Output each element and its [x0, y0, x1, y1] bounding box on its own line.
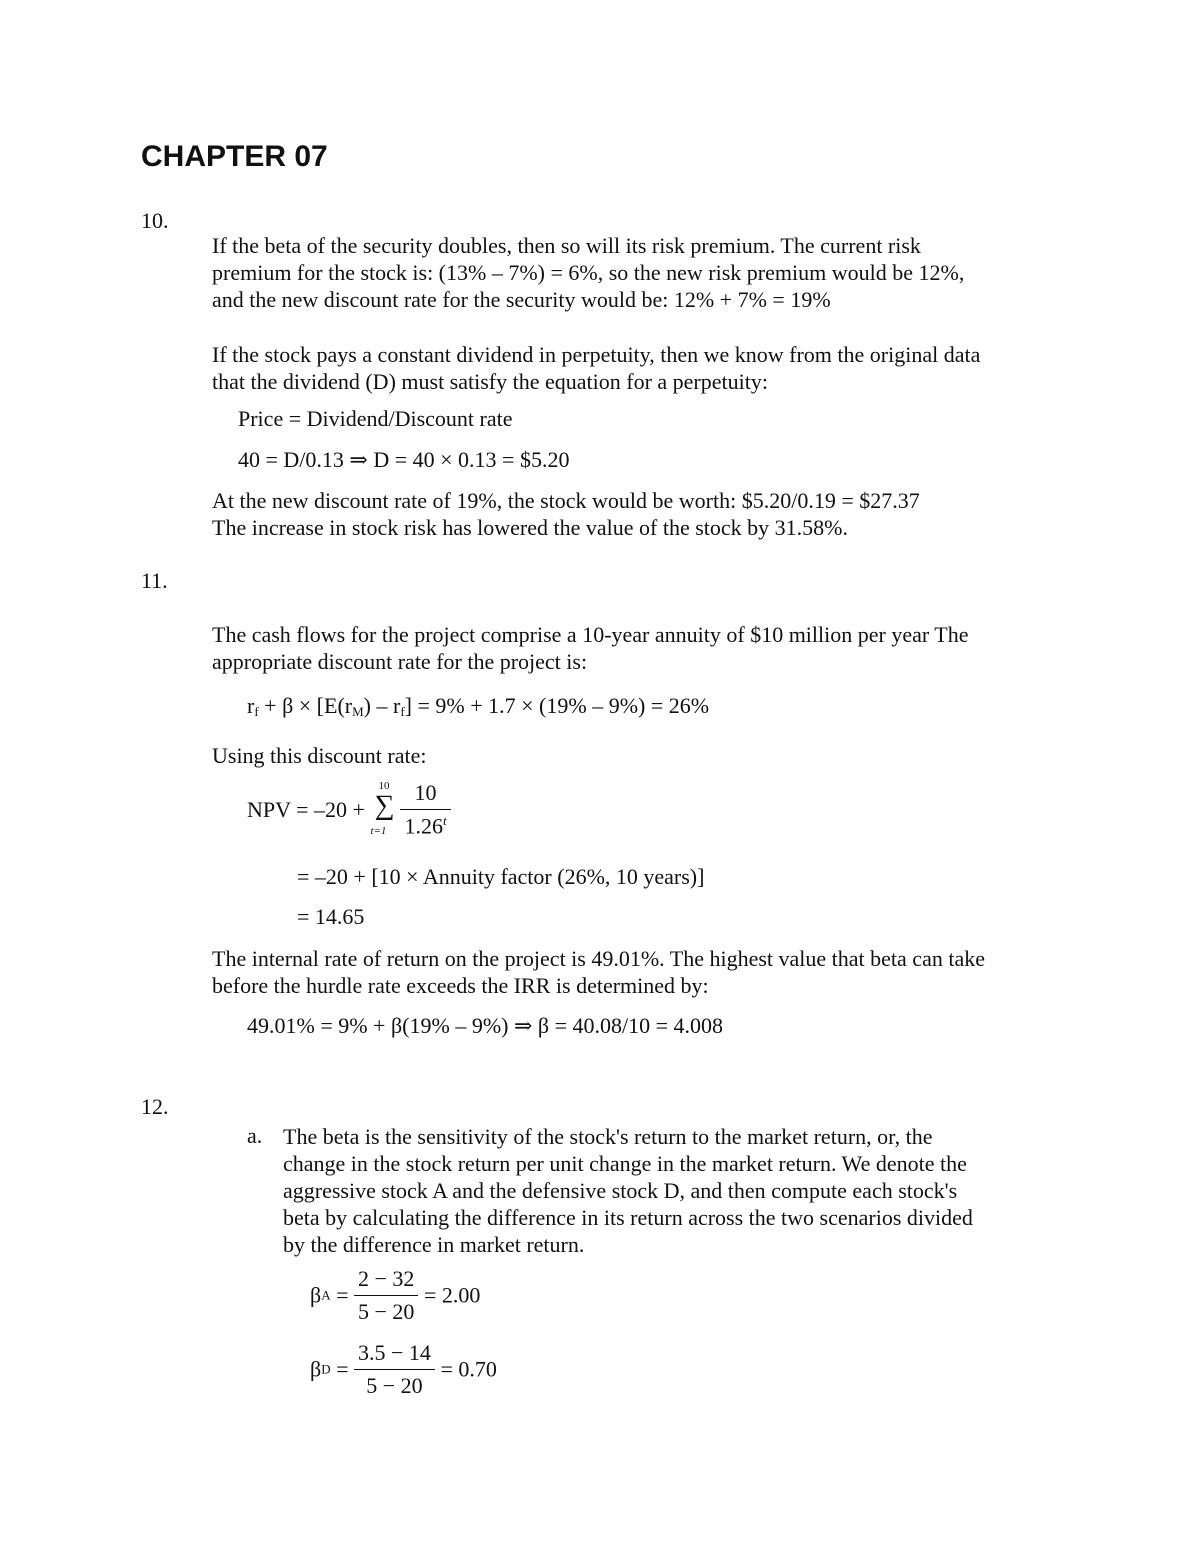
npv-lhs: NPV = –20 + [247, 797, 371, 822]
subscript-m: M [352, 704, 364, 719]
beta-a-result: = 2.00 [418, 1282, 481, 1308]
npv-fraction [400, 780, 450, 839]
npv-line-2: = –20 + [10 × Annuity factor (26%, 10 years)] [297, 864, 705, 889]
r-symbol: r [247, 693, 255, 718]
text-line: Using this discount rate: [212, 743, 427, 768]
text-line: beta by calculating the difference in its return across the two scenarios divided [283, 1205, 973, 1230]
subscript-a: A [321, 1287, 331, 1303]
r-symbol: r [393, 693, 401, 718]
beta-symbol: β [310, 1356, 322, 1382]
text-line: The beta is the sensitivity of the stock's return to the market return, or, the [283, 1124, 933, 1149]
denominator-exponent: t [442, 813, 447, 829]
p10-paragraph-1 [212, 232, 964, 313]
sum-lower-limit: t=1 [370, 825, 387, 837]
subscript-f: f [254, 704, 259, 719]
fraction-numerator: 2 − 32 [358, 1266, 415, 1291]
text-line: appropriate discount rate for the project is: [212, 649, 588, 674]
fraction-denominator [400, 809, 450, 839]
equals: = [330, 1356, 355, 1382]
problem-number-10: 10. [141, 208, 169, 233]
chapter-title: CHAPTER 07 [141, 140, 328, 173]
denominator-base: 1.26 [404, 813, 443, 839]
text-line: At the new discount rate of 19%, the stock would be worth: $5.20/0.19 = $27.37 [212, 488, 920, 513]
eq-part: + β × [E( [258, 693, 345, 718]
sum-symbol: ∑ [374, 790, 395, 821]
npv-equation [247, 780, 451, 840]
beta-d-fraction [354, 1340, 435, 1399]
beta-d-equation [310, 1340, 497, 1399]
text-line: that the dividend (D) must satisfy the equation for a perpetuity: [212, 369, 768, 394]
text-line: The internal rate of return on the project is 49.01%. The highest value that beta can take [212, 946, 985, 971]
equals: = [330, 1282, 355, 1308]
fraction-denominator: 5 − 20 [354, 1295, 418, 1325]
text-line: The cash flows for the project comprise a 10-year annuity of $10 million per year The [212, 622, 969, 647]
sum-upper-limit: 10 [378, 780, 390, 792]
p11-paragraph-1 [212, 621, 969, 675]
fraction-numerator: 3.5 − 14 [358, 1340, 431, 1365]
irr-equation: 49.01% = 9% + β(19% – 9%) ⇒ β = 40.08/10 = 4.008 [247, 1013, 724, 1038]
npv-line-3: = 14.65 [297, 904, 365, 929]
text-line: and the new discount rate for the security would be: 12% + 7% = 19% [212, 287, 831, 312]
beta-a-fraction [354, 1266, 418, 1325]
beta-d-result: = 0.70 [434, 1356, 497, 1382]
fraction-denominator: 5 − 20 [354, 1369, 435, 1399]
eq-part: ] = 9% + 1.7 × (19% – 9%) = 26% [404, 693, 710, 718]
summation-icon [370, 780, 400, 840]
text-line: If the beta of the security doubles, then so will its risk premium. The current risk [212, 233, 921, 258]
text-line: change in the stock return per unit change in the market return. We denote the [283, 1151, 967, 1176]
p10-paragraph-3 [212, 487, 920, 541]
subscript-d: D [321, 1361, 331, 1377]
p10-paragraph-2 [212, 341, 980, 395]
text-line: premium for the stock is: (13% – 7%) = 6%, so the new risk premium would be 12%, [212, 260, 965, 285]
dividend-equation: 40 = D/0.13 ⇒ D = 40 × 0.13 = $5.20 [238, 447, 570, 472]
text-line: If the stock pays a constant dividend in perpetuity, then we know from the original data [212, 342, 981, 367]
text-line: before the hurdle rate exceeds the IRR is determined by: [212, 973, 709, 998]
price-equation: Price = Dividend/Discount rate [238, 406, 513, 431]
subscript-f: f [400, 704, 405, 719]
beta-a-equation [310, 1266, 480, 1325]
problem-number-11: 11. [141, 568, 168, 593]
using-rate-text [212, 742, 426, 769]
text-line: by the difference in market return. [283, 1232, 585, 1257]
problem-number-12: 12. [141, 1094, 169, 1119]
fraction-numerator: 10 [414, 780, 437, 806]
eq-part: ) – [363, 693, 393, 718]
text-line: The increase in stock risk has lowered the value of the stock by 31.58%. [212, 515, 848, 540]
p12a-text [283, 1123, 973, 1258]
list-marker-a: a. [247, 1123, 263, 1148]
discount-rate-equation [247, 693, 709, 720]
r-symbol: r [344, 693, 353, 718]
beta-symbol: β [310, 1282, 322, 1308]
p11-paragraph-2 [212, 945, 985, 999]
text-line: aggressive stock A and the defensive stock D, and then compute each stock's [283, 1178, 958, 1203]
